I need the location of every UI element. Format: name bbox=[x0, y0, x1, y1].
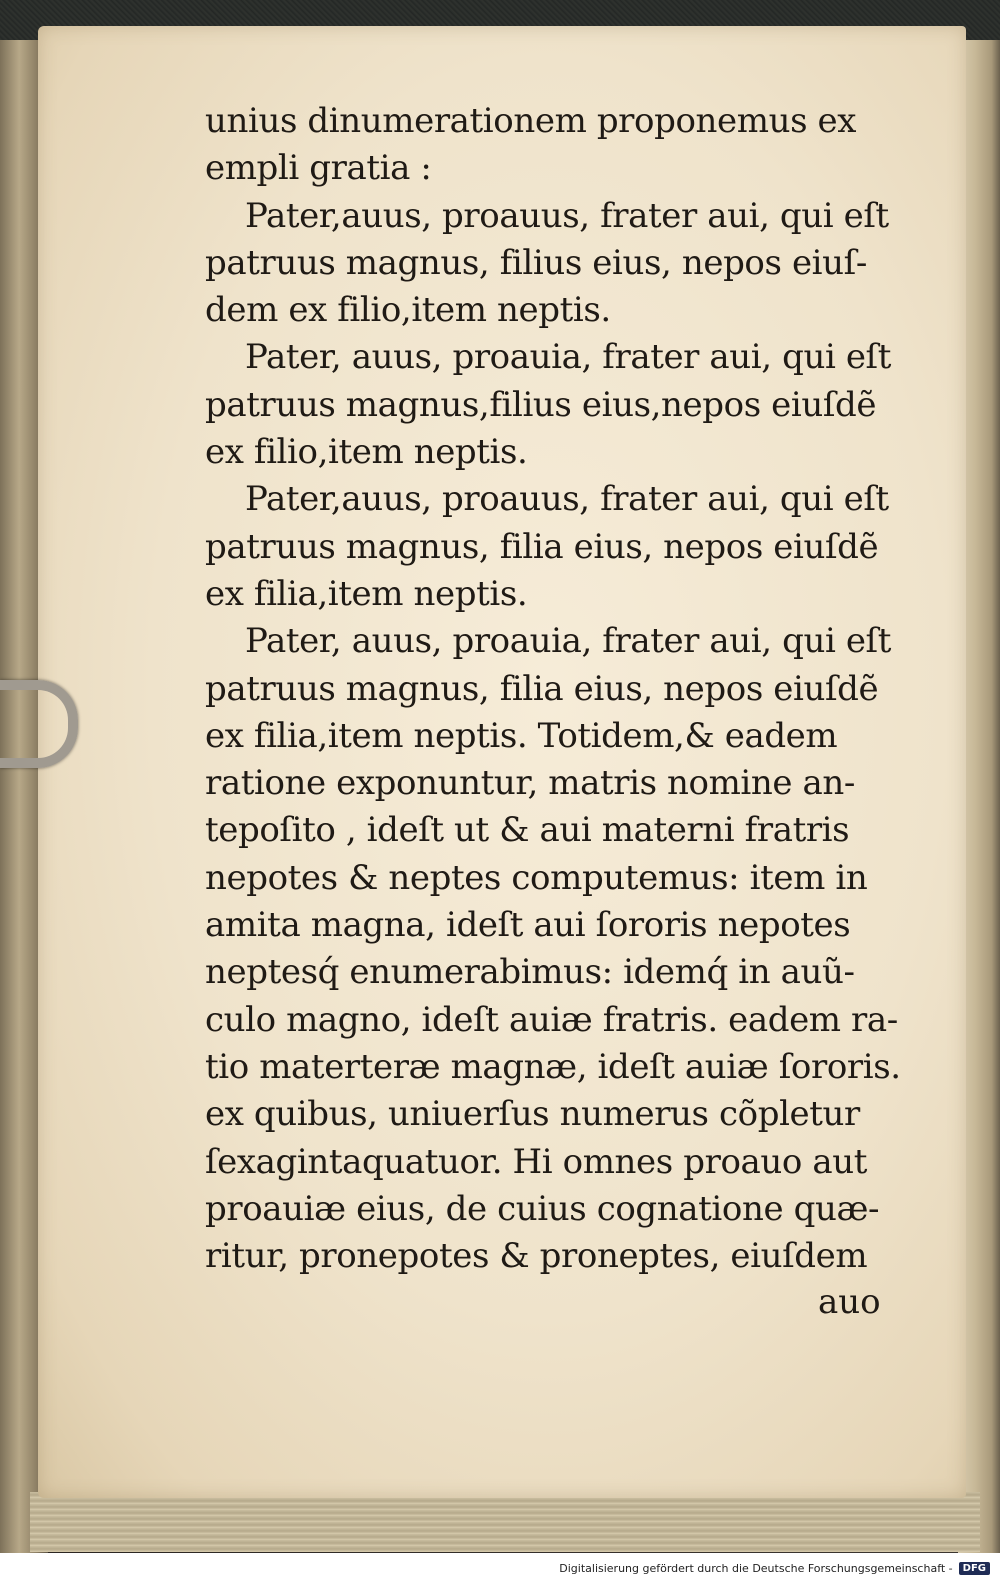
text-line: ex filia,item neptis. bbox=[205, 573, 528, 614]
text-line: Pater,auus, proauus, frater aui, qui eſt bbox=[245, 479, 889, 520]
book-clasp bbox=[0, 680, 78, 768]
text-line: proauiæ eius, de cuius cognatione quæ- bbox=[205, 1188, 880, 1229]
text-line: amita magna, ideſt aui ſororis nepotes bbox=[205, 905, 851, 946]
text-line: ex filio,item neptis. bbox=[205, 432, 528, 473]
credit-text: Digitalisierung gefördert durch die Deutsche Forschungsgemeinschaft - bbox=[559, 1561, 953, 1575]
text-line: neptesq́ enumerabimus: idemq́ in auũ- bbox=[205, 952, 855, 993]
text-line: ratione exponuntur, matris nomine an- bbox=[205, 763, 855, 804]
text-line: ſexagintaquatuor. Hi omnes proauo aut bbox=[205, 1141, 867, 1182]
text-line: patruus magnus, filia eius, nepos eiuſdẽ bbox=[205, 526, 879, 567]
text-line: empli gratia : bbox=[205, 148, 432, 189]
text-line: nepotes & neptes computemus: item in bbox=[205, 857, 868, 898]
text-line: tepoſito , ideſt ut & aui materni fratris bbox=[205, 810, 850, 851]
text-line: patruus magnus,filius eius,nepos eiuſdẽ bbox=[205, 384, 877, 425]
text-line: Pater, auus, proauia, frater aui, qui eſt bbox=[245, 621, 892, 662]
text-line: culo magno, ideſt auiæ fratris. eadem ra- bbox=[205, 999, 898, 1040]
bottom-page-edges bbox=[30, 1492, 980, 1552]
text-line: patruus magnus, filius eius, nepos eiuſ- bbox=[205, 242, 867, 283]
text-line: ritur, pronepotes & proneptes, eiuſdem bbox=[205, 1236, 868, 1277]
dfg-logo-icon: DFG bbox=[959, 1562, 990, 1575]
text-line: dem ex filio,item neptis. bbox=[205, 290, 611, 331]
catchword: auo bbox=[818, 1282, 881, 1322]
text-line: ex filia,item neptis. Totidem,& eadem bbox=[205, 715, 838, 756]
text-line: ex quibus, uniuerſus numerus cõpletur bbox=[205, 1094, 860, 1135]
text-line: Pater,auus, proauus, frater aui, qui eſt bbox=[245, 195, 889, 236]
text-line: Pater, auus, proauia, frater aui, qui eſt bbox=[245, 337, 892, 378]
text-line: patruus magnus, filia eius, nepos eiuſdẽ bbox=[205, 668, 879, 709]
page-text bbox=[205, 98, 905, 1280]
digitization-credit bbox=[559, 1557, 990, 1579]
text-line: unius dinumerationem proponemus ex bbox=[205, 101, 857, 141]
text-line: tio materteræ magnæ, ideſt auiæ ſororis. bbox=[205, 1046, 901, 1087]
